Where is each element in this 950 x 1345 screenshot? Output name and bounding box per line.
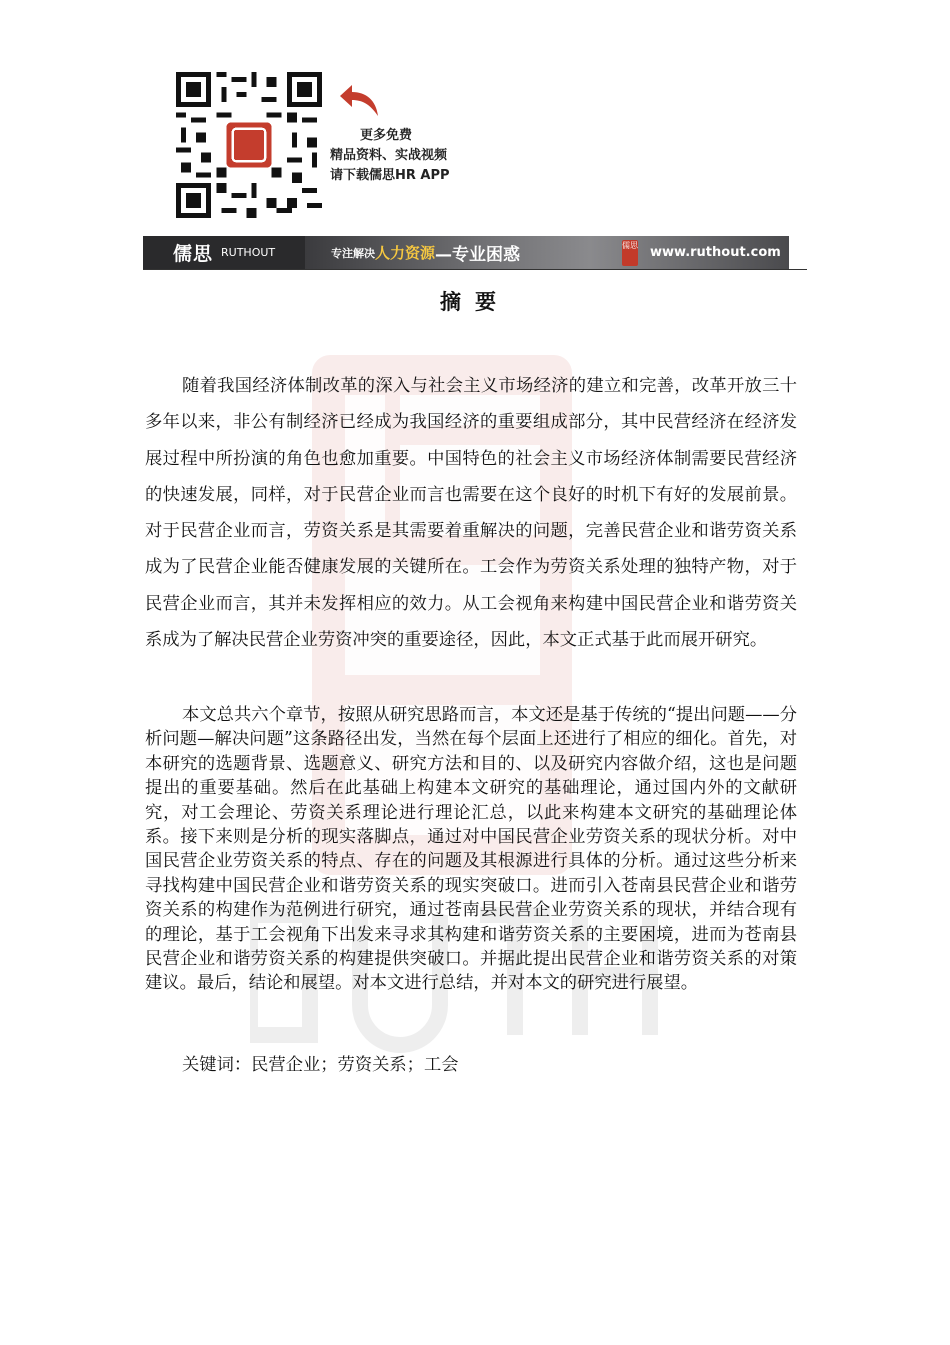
website-link[interactable]: www.ruthout.com (650, 245, 781, 260)
qr-code (176, 72, 322, 218)
banner-brand (143, 236, 305, 269)
keywords: 关键词：民营企业；劳资关系；工会 (182, 1055, 459, 1075)
app-promo (330, 82, 490, 192)
slogan-suffix: —专业困惑 (435, 245, 521, 265)
slogan-highlight: 人力资源 (375, 244, 436, 262)
abstract-paragraph-2: 本文总共六个章节，按照从研究思路而言，本文还是基于传统的“提出问题——分析问题—解决问题”这条路径出发，当然在每个层面上还进行了相应的细化。首先，对本研究的选题背景、选题意义、研究方法和目的、以及研究内容做介绍，这也是问题提出的重要基础。然后在此基础上构建本文研究的基础理论，通过国内外的文献研究，对工会理论、劳资关系理论进行理论汇总，以此来构建本文研究的基础理论体系。接下来则是分析的现实落脚点，通过对中国民营企业劳资关系的现状分析。对中国民营企业劳资关系的特点、存在的问题及其根源进行具体的分析。通过这些分析来寻找构建中国民营企业和谐劳资关系的现实突破口。进而引入苍南县民营企业和谐劳资关系的构建作为范例进行研究，通过苍南县民营企业劳资关系的现状，并结合现有的理论，基于工会视角下出发来寻求其构建和谐劳资关系的主要困境，进而为苍南县民营企业和谐劳资关系的构建提供突破口。并据此提出民营企业和谐劳资关系的对策建议。最后，结论和展望。对本文进行总结，并对本文的研究进行展望。 (145, 705, 797, 994)
ruthout-banner (143, 236, 789, 269)
brand-en: RUTHOUT (221, 246, 276, 259)
promo-line-3: 请下载儒思HR APP (330, 168, 450, 183)
promo-line-2: 精品资料、实战视频 (330, 148, 448, 163)
banner-slogan (305, 236, 590, 269)
abstract-paragraph-1: 随着我国经济体制改革的深入与社会主义市场经济的建立和完善，改革开放三十多年以来，非公有制经济已经成为我国经济的重要组成部分，其中民营经济在经济发展过程中所扮演的角色也愈加重要。中国特色的社会主义市场经济体制需要民营经济的快速发展，同样，对于民营企业而言也需要在这个良好的时机下有好的发展前景。对于民营企业而言，劳资关系是其需要着重解决的问题，完善民营企业和谐劳资关系成为了民营企业能否健康发展的关键所在。工会作为劳资关系处理的独特产物，对于民营企业而言，其并未发挥相应的效力。从工会视角来构建中国民营企业和谐劳资关系成为了解决民营企业劳资冲突的重要途径，因此，本文正式基于此而展开研究。 (145, 376, 797, 651)
promo-line-1: 更多免费 (360, 128, 413, 143)
banner-url-area (590, 236, 789, 269)
page-title: 摘要 (440, 290, 510, 314)
header-divider (143, 269, 807, 270)
slogan-prefix: 专注解决 (331, 246, 375, 260)
curved-arrow-icon (338, 82, 384, 120)
seal-icon: 儒思 (622, 240, 638, 266)
brand-cn: 儒思 (173, 243, 214, 265)
